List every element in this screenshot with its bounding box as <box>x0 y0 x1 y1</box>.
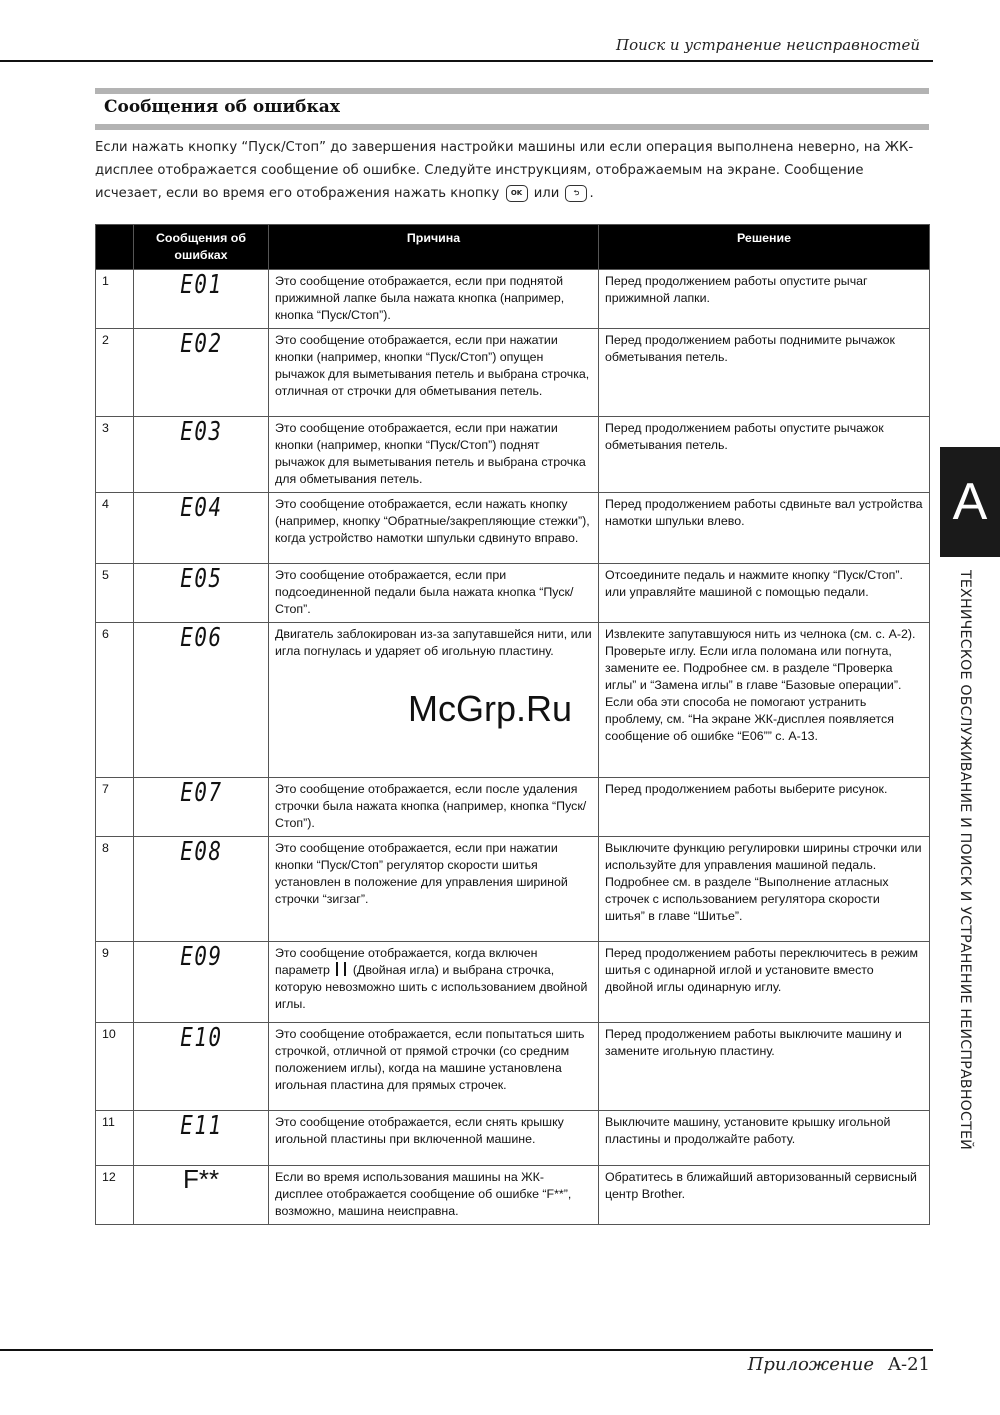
solution-cell: Перед продолжением работы сдвиньте вал устройства намотки шпульки влево. <box>599 493 930 564</box>
row-number: 8 <box>96 837 134 942</box>
cause-cell: Это сообщение отображается, если нажать кнопку (например, кнопку “Обратные/закрепляющие стежки”), когда устройство намотки шпульки сдвинуто вправо. <box>269 493 599 564</box>
cause-text: Это сообщение отображается, когда включен параметр <box>275 946 538 977</box>
error-code <box>134 1111 269 1166</box>
cause-cell: Если во время использования машины на ЖК-дисплее отображается сообщение об ошибке “F**”, возможно, машина неисправна. <box>269 1166 599 1225</box>
lcd-code: E10 <box>179 1023 223 1053</box>
solution-cell: Перед продолжением работы выберите рисунок. <box>599 778 930 837</box>
cause-cell: Это сообщение отображается, если при нажатии кнопки “Пуск/Стоп” регулятор скорости шитья установлен в положение для управления шириной строчки “зигзаг”. <box>269 837 599 942</box>
table-row <box>96 564 930 623</box>
solution-cell: Перед продолжением работы опустите рычаг прижимной лапки. <box>599 270 930 329</box>
cause-cell: Это сообщение отображается, если при поднятой прижимной лапке была нажата кнопка (например, кнопка “Пуск/Стоп”). <box>269 270 599 329</box>
footer-rule <box>0 1349 933 1351</box>
solution-cell: Отсоедините педаль и нажмите кнопку “Пуск/Стоп”. или управляйте машиной с помощью педали. <box>599 564 930 623</box>
lcd-code: E09 <box>179 942 223 972</box>
intro-or: или <box>533 186 560 201</box>
solution-cell: Извлеките запутавшуюся нить из челнока (см. с. A-2). Проверьте иглу. Если игла поломана или погнута, замените ее. Подробнее см. в разделе “Проверка иглы” и “Замена иглы” в главе “Базовые операции”. Если оба эти способа не помогают устранить проблему, см. “На экране ЖК-дисплея появляется сообщение об ошибке “E06”” с. A-13. <box>599 623 930 778</box>
table-row <box>96 778 930 837</box>
lcd-code: E11 <box>179 1111 223 1141</box>
row-number: 9 <box>96 942 134 1023</box>
solution-cell: Выключите машину, установите крышку игольной пластины и продолжайте работу. <box>599 1111 930 1166</box>
row-number: 7 <box>96 778 134 837</box>
lcd-code: E02 <box>179 329 223 359</box>
error-code <box>134 564 269 623</box>
lcd-code: F** <box>182 1164 220 1194</box>
table-row <box>96 942 930 1023</box>
solution-cell: Перед продолжением работы переключитесь в режим шитья с одинарной иглой и установите вместо двойной иглы одинарную иглу. <box>599 942 930 1023</box>
section-bar-bottom <box>95 124 929 130</box>
cause-cell: Это сообщение отображается, если снять крышку игольной пластины при включенной машине. <box>269 1111 599 1166</box>
error-code <box>134 623 269 778</box>
section-title: Сообщения об ошибках <box>104 97 340 117</box>
error-code <box>134 493 269 564</box>
table-header-row <box>96 225 930 270</box>
error-code <box>134 837 269 942</box>
watermark: McGrp.Ru <box>408 688 573 729</box>
lcd-code: E03 <box>179 417 223 447</box>
solution-cell: Перед продолжением работы поднимите рычажок обметывания петель. <box>599 329 930 417</box>
cause-cell: Это сообщение отображается, если при нажатии кнопки (например, кнопки “Пуск/Стоп”) опущен рычажок для выметывания петель и выбрана строчка, отличная от строчки для обметывания петель. <box>269 329 599 417</box>
cause-cell <box>269 942 599 1023</box>
error-code <box>134 1166 269 1225</box>
row-number: 3 <box>96 417 134 493</box>
solution-cell: Перед продолжением работы опустите рычажок обметывания петель. <box>599 417 930 493</box>
table-row <box>96 417 930 493</box>
lcd-code: E05 <box>179 564 223 594</box>
lcd-code: E06 <box>179 623 223 653</box>
appendix-tab: A <box>940 447 1000 557</box>
cause-cell: Двигатель заблокирован из-за запутавшейся нити, или игла погнулась и ударяет об игольную пластину. <box>269 623 599 778</box>
col-header-cause: Причина <box>269 225 599 270</box>
ok-key-icon: OK <box>506 185 528 202</box>
solution-cell: Перед продолжением работы выключите машину и замените игольную пластину. <box>599 1023 930 1111</box>
chapter-caption: ТЕХНИЧЕСКОЕ ОБСЛУЖИВАНИЕ И ПОИСК И УСТРАНЕНИЕ НЕИСПРАВНОСТЕЙ <box>957 570 973 1150</box>
table-row <box>96 270 930 329</box>
row-number: 10 <box>96 1023 134 1111</box>
col-header-num <box>96 225 134 270</box>
row-number: 11 <box>96 1111 134 1166</box>
intro-end: . <box>589 186 594 201</box>
col-header-code: Сообщения об ошибках <box>134 225 269 270</box>
error-code <box>134 270 269 329</box>
solution-cell: Обратитесь в ближайший авторизованный сервисный центр Brother. <box>599 1166 930 1225</box>
row-number: 2 <box>96 329 134 417</box>
row-number: 1 <box>96 270 134 329</box>
cause-cell: Это сообщение отображается, если после удаления строчки была нажата кнопка (например, кнопка “Пуск/Стоп”). <box>269 778 599 837</box>
back-key-icon: ⮌ <box>565 185 587 202</box>
lcd-code: E04 <box>179 493 223 523</box>
row-number: 12 <box>96 1166 134 1225</box>
col-header-solution: Решение <box>599 225 930 270</box>
running-header: Поиск и устранение неисправностей <box>616 36 920 54</box>
table-row <box>96 329 930 417</box>
lcd-code: E07 <box>179 778 223 808</box>
cause-cell: Это сообщение отображается, если попытаться шить строчкой, отличной от прямой строчки (со средним положением иглы), когда на машине установлена игольная пластина для прямых строчек. <box>269 1023 599 1111</box>
error-code <box>134 942 269 1023</box>
footer <box>748 1354 930 1375</box>
cause-cell: Это сообщение отображается, если при подсоединенной педали была нажата кнопка “Пуск/Стоп”. <box>269 564 599 623</box>
table-row <box>96 1111 930 1166</box>
intro-paragraph <box>95 136 929 205</box>
error-code <box>134 1023 269 1111</box>
table-row <box>96 1166 930 1225</box>
cause-text: (Двойная игла) и выбрана строчка, которую невозможно шить с использованием двойной иглы. <box>275 963 588 1011</box>
row-number: 5 <box>96 564 134 623</box>
cause-cell: Это сообщение отображается, если при нажатии кнопки (например, кнопки “Пуск/Стоп”) поднят рычажок для выметывания петель и выбрана строчка для обметывания петель. <box>269 417 599 493</box>
lcd-code: E01 <box>179 270 223 300</box>
table-row <box>96 837 930 942</box>
twin-needle-icon <box>336 962 346 976</box>
solution-cell: Выключите функцию регулировки ширины строчки или используйте для управления машиной педаль. Подробнее см. в разделе “Выполнение атласных строчек с использованием регулятора скорости шитья” в главе “Шитье”. <box>599 837 930 942</box>
lcd-code: E08 <box>179 837 223 867</box>
intro-text: Если нажать кнопку “Пуск/Стоп” до завершения настройки машины или если операция выполнена неверно, на ЖК-дисплее отображается сообщение об ошибке. Следуйте инструкциям, отображаемым на экране. Сообщение исчезает, если во время его отображения нажать кнопку <box>95 140 914 201</box>
footer-label: Приложение <box>747 1354 874 1375</box>
page-number: A-21 <box>888 1354 930 1375</box>
error-code <box>134 329 269 417</box>
row-number: 6 <box>96 623 134 778</box>
header-rule <box>0 60 933 62</box>
table-row <box>96 493 930 564</box>
row-number: 4 <box>96 493 134 564</box>
error-code <box>134 778 269 837</box>
error-code <box>134 417 269 493</box>
section-bar-top <box>95 88 929 94</box>
table-row <box>96 1023 930 1111</box>
